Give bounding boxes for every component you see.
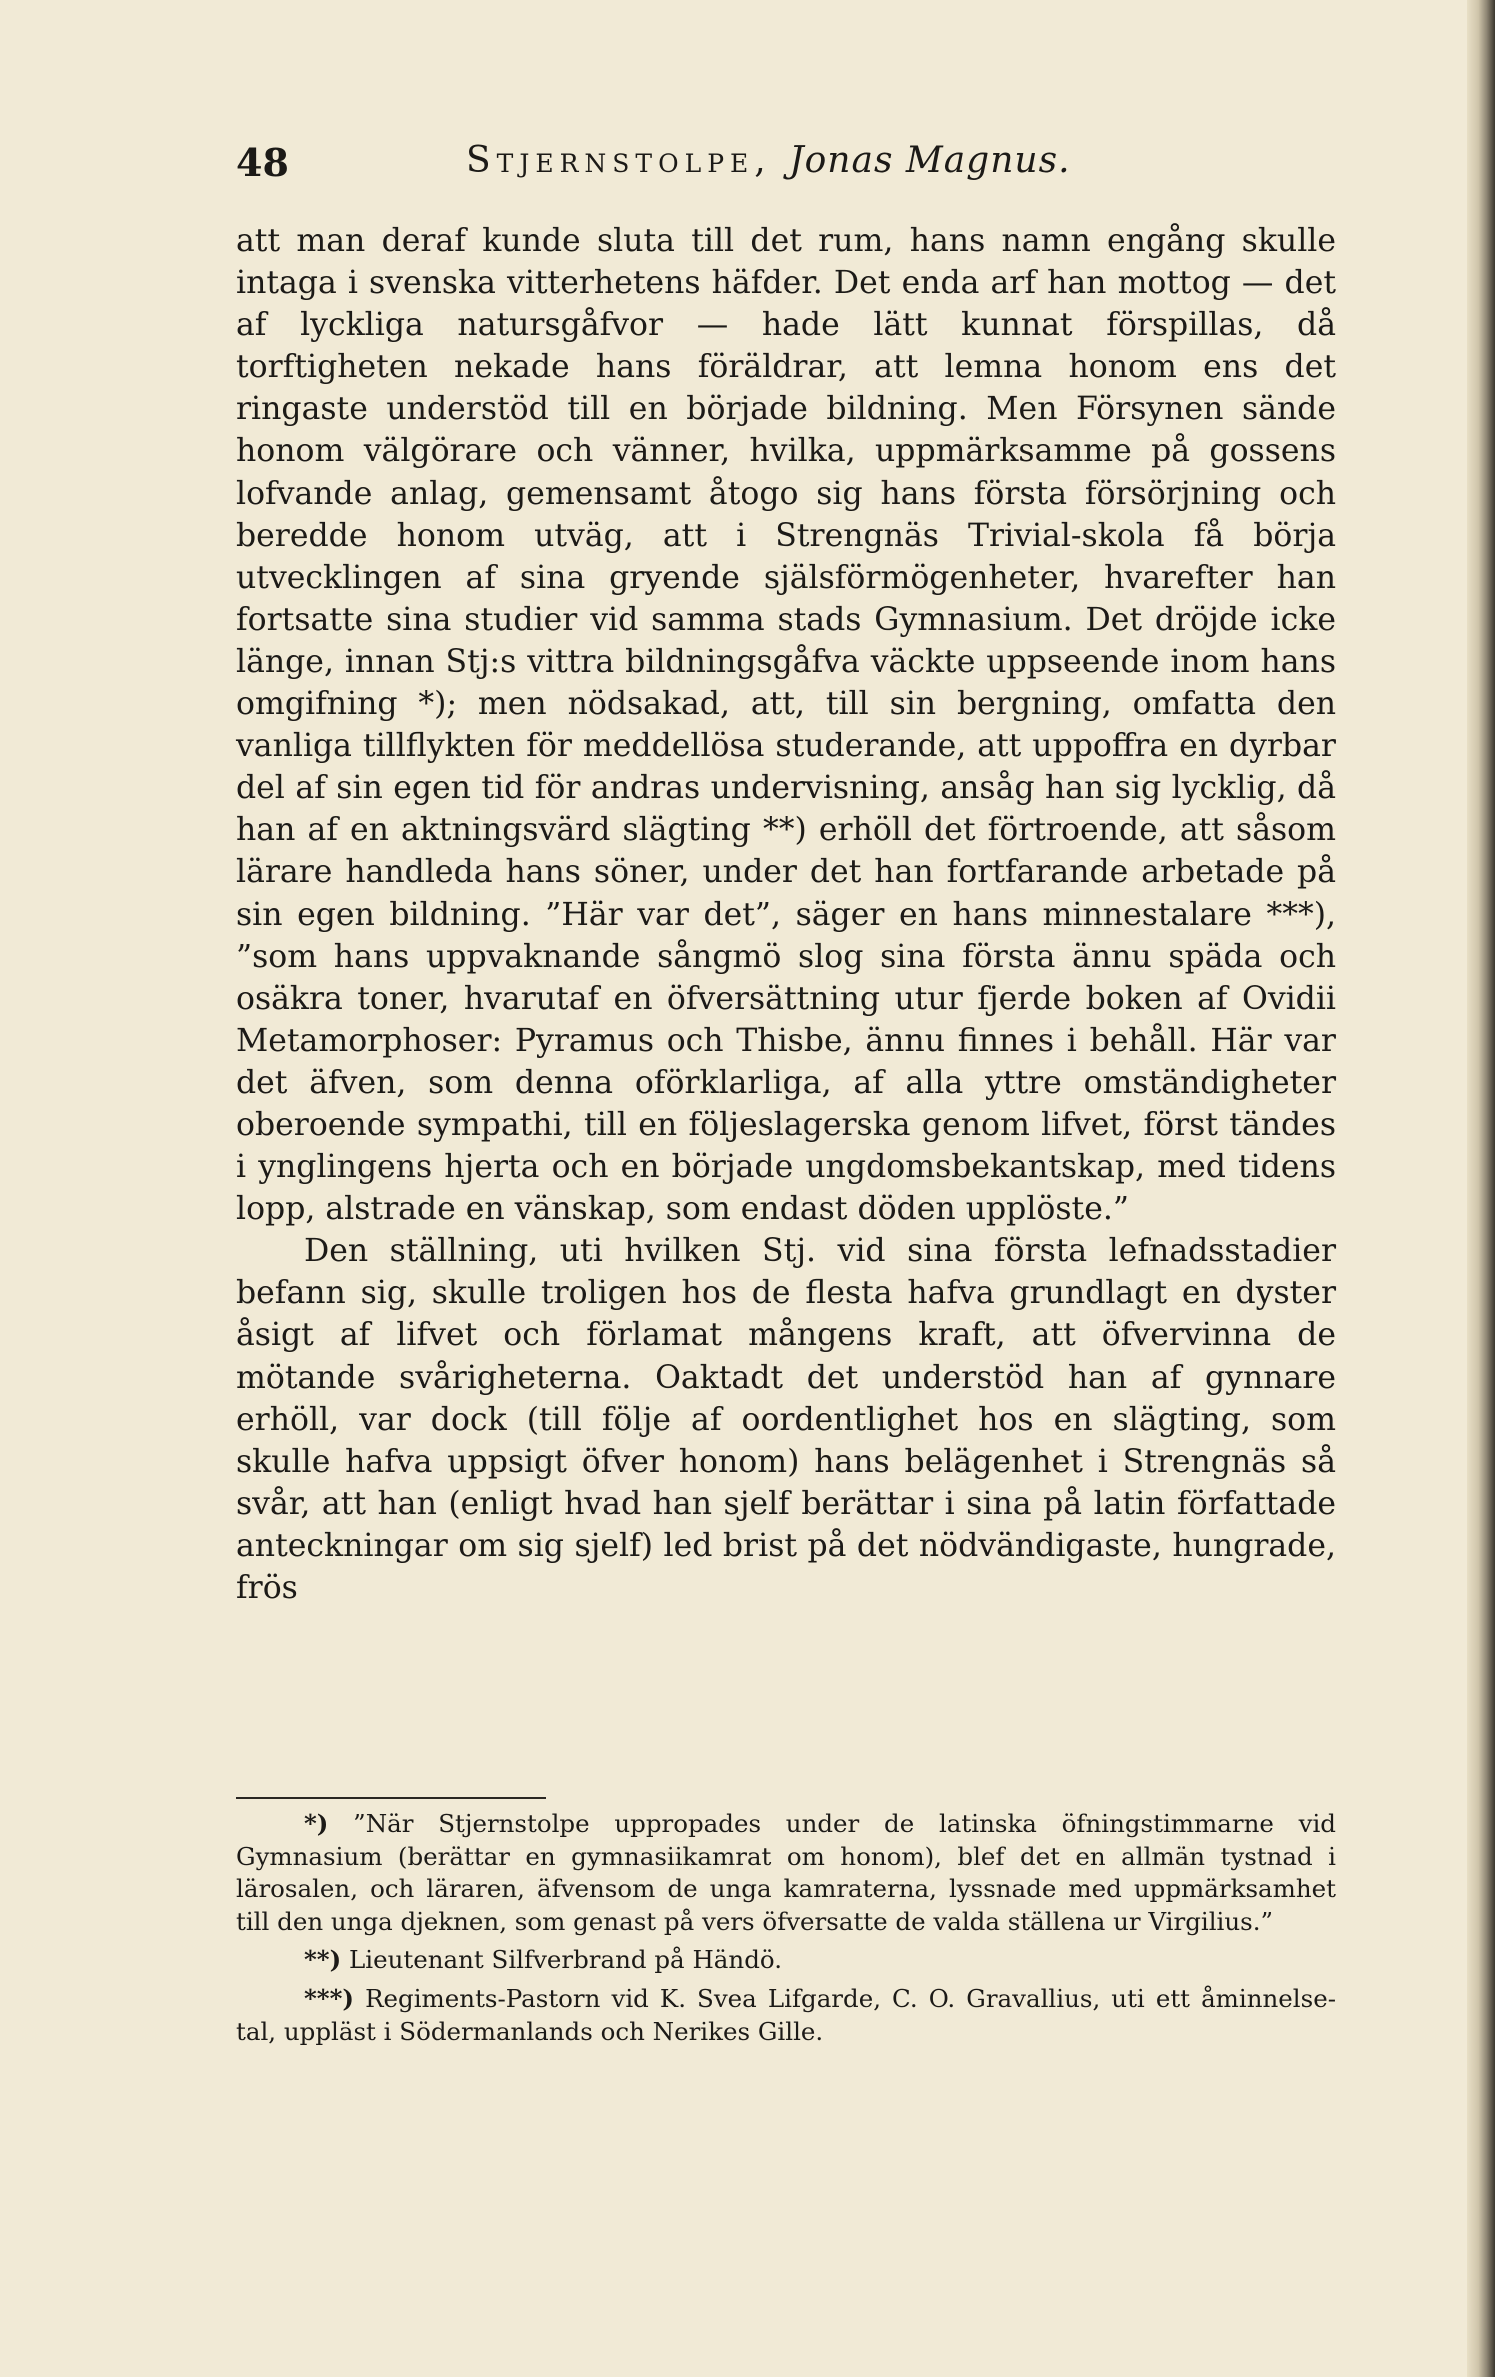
footnote-3-mark: ***): [304, 1983, 355, 2013]
paragraph-1: att man deraf kunde sluta till det rum, hans namn engång skulle intaga i svenska vitterhetens häfder. Det enda arf han mottog — det af lyckliga natursgåfvor — hade lätt kunnat förspillas, då torftigheten nekade hans föräldrar, att lemna honom ens det ringaste understöd till en började bildning. Men Försynen sände honom välgörare och vänner, hvilka, uppmärksamme på gossens lofvande anlag, gemensamt åtogo sig hans första försörjning och beredde honom utväg, att i Strengnäs Trivial-skola få börja utvecklingen af sina gryende själsförmögenheter, hvarefter han fortsatte sina studier vid samma stads Gymnasium. Det dröjde icke länge, innan Stj:s vittra bildningsgåfva väckte uppseende inom hans omgifning *); men nödsakad, att, till sin bergning, omfatta den vanliga tillflykten för meddellösa studerande, att uppoffra en dyrbar del af sin egen tid för andras undervisning, ansåg han sig lycklig, då han af en aktningsvärd slägting **) erhöll det förtroende, att såsom lärare handleda hans söner, under det han fortfarande arbetade på sin egen bildning. ”Här var det”, säger en hans minnestalare ***), ”som hans uppvaknande sångmö slog sina första ännu späda och osäkra toner, hvarutaf en öfversättning utur fjerde boken af Ovidii Metamorphoser: Pyramus och Thisbe, ännu finnes i behåll. Här var det äfven, som denna oförklarliga, af alla yttre omständigheter oberoende sympathi, till en följeslagerska genom lifvet, först tändes i ynglingens hjerta och en började ungdomsbekantskap, med tidens lopp, alstrade en vänskap, som endast döden upplöste.”: [236, 223, 1336, 1228]
footnote-3-text: Regiments-Pastorn vid K. Svea Lifgarde, C. O. Gravallius, uti ett åminnelse-tal, uppläst i Södermanlands och Nerikes Gille.: [236, 1983, 1336, 2046]
footnote-1: [236, 1808, 1336, 1938]
footnote-rule: [236, 1797, 546, 1799]
body-text: [236, 220, 1336, 1609]
running-title-subject: Jonas Magnus.: [789, 140, 1071, 181]
footnotes: [236, 1808, 1336, 2054]
footnote-1-mark: *): [304, 1809, 329, 1838]
page-edge-shadow: [1467, 0, 1495, 2377]
paragraph-2: Den ställning, uti hvilken Stj. vid sina första lefnadsstadier befann sig, skulle troligen hos de flesta hafva grundlagt en dyster åsigt af lifvet och förlamat mångens kraft, att öfvervinna de mötande svårigheterna. Oaktadt det understöd han af gynnare erhöll, var dock (till följe af oordentlighet hos en slägting, som skulle hafva uppsigt öfver honom) hans belägenhet i Strengnäs så svår, att han (enligt hvad han sjelf berättar i sina på latin författade anteckningar om sig sjelf) led brist på det nödvändigaste, hungrade, frös: [236, 1233, 1336, 1606]
running-title: [466, 140, 1071, 181]
running-header: [236, 140, 1336, 200]
footnote-3: [236, 1983, 1336, 2048]
footnote-1-text: ”När Stjernstolpe uppropades under de latinska öfningstimmarne vid Gymnasium (berättar en gymnasiikamrat om honom), blef det en allmän tystnad i lärosalen, och läraren, äfvensom de unga kamraterna, lyssnade med uppmärksamhet till den unga djeknen, som genast på vers öfversatte de valda ställena ur Virgilius.”: [236, 1809, 1336, 1936]
page-number: 48: [236, 140, 289, 185]
footnote-2-text: Lieutenant Silfverbrand på Händö.: [349, 1945, 782, 1975]
footnote-2-mark: **): [304, 1945, 342, 1975]
footnote-2: [236, 1944, 1336, 1977]
running-title-name: Stjernstolpe,: [466, 140, 772, 181]
